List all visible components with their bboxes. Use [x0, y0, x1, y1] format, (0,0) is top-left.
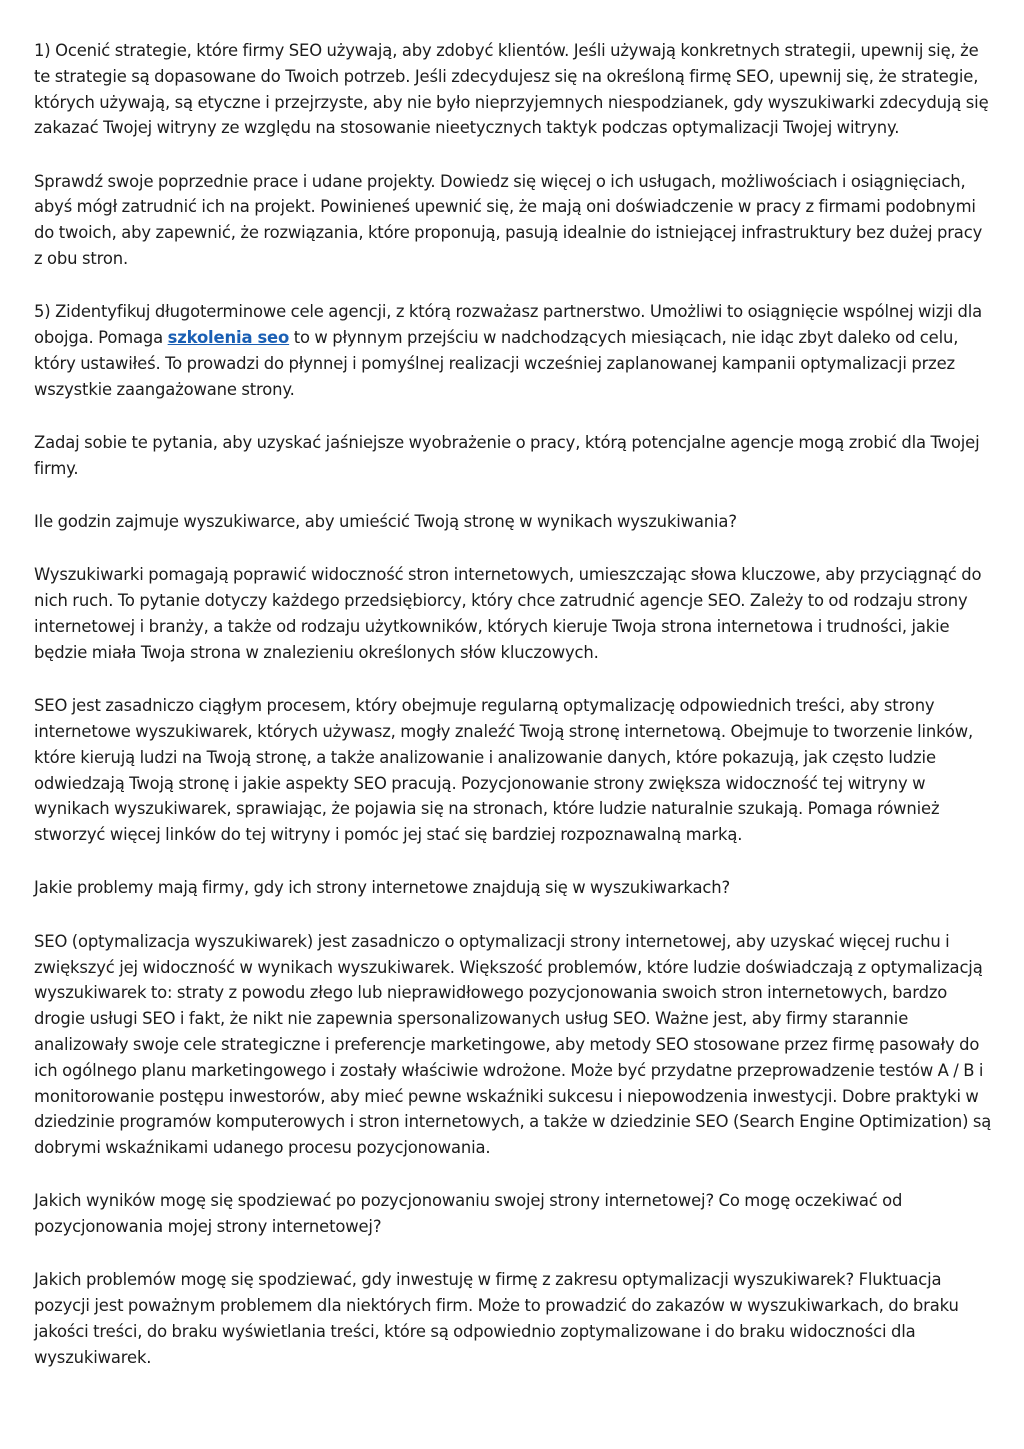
- paragraph-long-term-goals-start: 5) Zidentyfikuj długoterminowe cele agencji, z którą rozważasz partnerstwo. Umożliwi to osiągnięcie wspólnej wizji dla obojga. Pomaga: [34, 302, 983, 348]
- szkolenia-seo-link[interactable]: szkolenia seo: [167, 328, 290, 348]
- paragraph-expected-problems: Jakich problemów mogę się spodziewać, gdy inwestuję w firmę z zakresu optymalizacji wyszukiwarek? Fluktuacja pozycji jest poważnym problemem dla niektórych firm. Może to prowadzić do zakazów w wyszukiwarkach, do braku jakości treści, do braku wyświetlania treści, które są odpowiednio zoptymalizowane i do braku widoczności dla wyszukiwarek.: [34, 1270, 959, 1367]
- question-indexing-time: Ile godzin zajmuje wyszukiwarce, aby umieścić Twoją stronę w wynikach wyszukiwania?: [34, 512, 737, 532]
- question-company-problems: Jakie problemy mają firmy, gdy ich strony internetowe znajdują się w wyszukiwarkach?: [34, 878, 731, 898]
- paragraph-ask-questions: Zadaj sobie te pytania, aby uzyskać jaśniejsze wyobrażenie o pracy, którą potencjalne agencje mogą zrobić dla Twojej firmy.: [34, 433, 980, 478]
- paragraph-long-term-goals-end: to w płynnym przejściu w nadchodzących miesiącach, nie idąc zbyt daleko od celu, który ustawiłeś. To prowadzi do płynnej i pomyślnej realizacji wcześniej zaplanowanej kampanii optymalizacji przez wszystkie zaangażowane strony.: [34, 328, 959, 399]
- document-body: [34, 38, 994, 1371]
- paragraph-seo-problems: SEO (optymalizacja wyszukiwarek) jest zasadniczo o optymalizacji strony internetowej, aby uzyskać więcej ruchu i zwiększyć jej widoczność w wynikach wyszukiwarek. Większość problemów, które ludzie doświadczają z optymalizacją wyszukiwarek to: straty z powodu złego lub nieprawidłowego pozycjonowania swoich stron internetowych, bardzo drogie usługi SEO i fakt, że nikt nie zapewnia spersonalizowanych usług SEO. Ważne jest, aby firmy starannie analizowały swoje cele strategiczne i preferencje marketingowe, aby metody SEO stosowane przez firmę pasowały do ich ogólnego planu marketingowego i zostały właściwie wdrożone. Może być przydatne przeprowadzenie testów A / B i monitorowanie postępu inwestorów, aby mieć pewne wskaźniki sukcesu i niepowodzenia inwestycji. Dobre praktyki w dziedzinie programów komputerowych i stron internetowych, a także w dziedzinie SEO (Search Engine Optimization) są dobrymi wskaźnikami udanego procesu pozycjonowania.: [34, 931, 992, 1158]
- question-expected-results: Jakich wyników mogę się spodziewać po pozycjonowaniu swojej strony internetowej? Co mogę oczekiwać od pozycjonowania mojej strony internetowej?: [34, 1191, 903, 1237]
- paragraph-seo-strategies: 1) Ocenić strategie, które firmy SEO używają, aby zdobyć klientów. Jeśli używają konkretnych strategii, upewnij się, że te strategie są dopasowane do Twoich potrzeb. Jeśli zdecydujesz się na określoną firmę SEO, upewnij się, że strategie, których używają, są etyczne i przejrzyste, aby nie było nieprzyjemnych niespodzianek, gdy wyszukiwarki zdecydują się zakazać Twojej witryny ze względu na stosowanie nieetycznych taktyk podczas optymalizacji Twojej witryny.: [34, 41, 989, 138]
- paragraph-long-term-goals: [34, 299, 994, 402]
- paragraph-previous-projects: Sprawdź swoje poprzednie prace i udane projekty. Dowiedz się więcej o ich usługach, możliwościach i osiągnięciach, abyś mógł zatrudnić ich na projekt. Powinieneś upewnić się, że mają oni doświadczenie w pracy z firmami podobnymi do twoich, aby zapewnić, że rozwiązania, które proponują, pasują idealnie do istniejącej infrastruktury bez dużej pracy z obu stron.: [34, 171, 983, 269]
- paragraph-seo-process: SEO jest zasadniczo ciągłym procesem, który obejmuje regularną optymalizację odpowiednich treści, aby strony internetowe wyszukiwarek, których używasz, mogły znaleźć Twoją stronę internetową. Obejmuje to tworzenie linków, które kierują ludzi na Twoją stronę, a także analizowanie i analizowanie danych, które pokazują, jak często ludzie odwiedzają Twoją stronę i jakie aspekty SEO pracują. Pozycjonowanie strony zwiększa widoczność tej witryny w wynikach wyszukiwarek, sprawiając, że pojawia się na stronach, które ludzie naturalnie szukają. Pomaga również stworzyć więcej linków do tej witryny i pomóc jej stać się bardziej rozpoznawalną marką.: [34, 696, 974, 845]
- paragraph-search-visibility: Wyszukiwarki pomagają poprawić widoczność stron internetowych, umieszczając słowa kluczowe, aby przyciągnąć do nich ruch. To pytanie dotyczy każdego przedsiębiorcy, który chce zatrudnić agencje SEO. Zależy to od rodzaju strony internetowej i branży, a także od rodzaju użytkowników, których kieruje Twoja strona internetowa i trudności, jakie będzie miała Twoja strona w znalezieniu określonych słów kluczowych.: [34, 565, 982, 662]
